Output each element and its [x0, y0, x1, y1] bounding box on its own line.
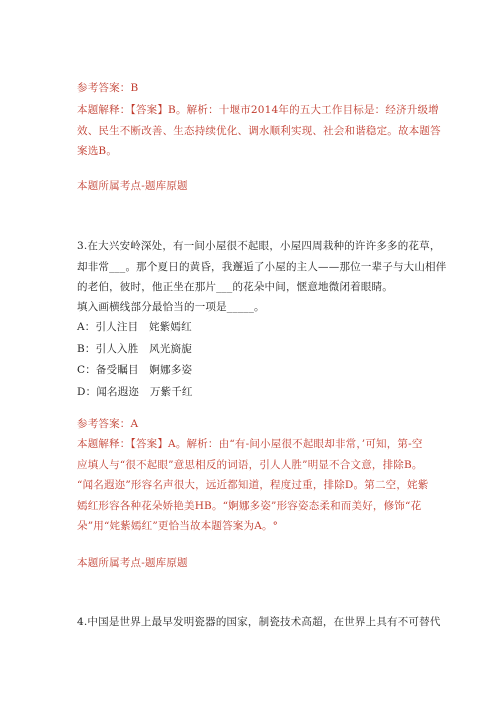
- q2-explanation-line: 本题解释：【答案】B。解析：十堰市2014年的五大工作目标是：经济升级增: [77, 104, 439, 116]
- q3-explanation-line: 朵”用“姹紫嫣红”更恰当故本题答案为A。°: [77, 520, 279, 532]
- q3-option-a: A：引人注目 姹紫嫣红: [77, 321, 192, 333]
- q3-explanation-line: 嫣红形容各种花朵娇艳美HB。“婀娜多姿”形容姿态柔和而美好，修饰“花: [77, 499, 422, 512]
- q2-source: 本题所属考点-题库原题: [77, 180, 188, 192]
- q3-explanation-line: 本题解释：【答案】A。解析：由“有-间小屋很不起眼却非常，’可知，第-空: [77, 438, 423, 450]
- q3-stem-line: 却非常___。那个夏日的黄昏，我邂逅了小屋的主人——那位一辈子与大山相伴: [77, 260, 447, 273]
- q3-explanation: [77, 434, 427, 537]
- q2-explanation-line: 效、民生不断改善、生态持续优化、调水顺利实现、社会和谐稳定。故本题答: [77, 124, 441, 137]
- q3-options: [77, 317, 427, 403]
- q3-option-b: B：引人入胜 风光旖旎: [77, 342, 192, 355]
- q3-option-d: D：闻名遐迩 万紫千红: [77, 385, 193, 398]
- q3-explanation-line: “闻名遐迩”形容名声很大，远近都知道，程度过重，排除D。第二空，姹紫: [77, 479, 429, 491]
- q3-source: 本题所属考点-题库原题: [77, 557, 188, 569]
- q2-answer: 参考答案：B: [77, 82, 139, 94]
- q3-stem-line: 的老伯，彼时，他正坐在那片___的花朵中间，惬意地微闭着眼睛。: [77, 281, 393, 293]
- q2-explanation-line: 案选B。: [77, 145, 118, 157]
- q3-answer: 参考答案：A: [77, 418, 139, 430]
- q3-stem-line: 3.在大兴安岭深处，有一间小屋很不起眼，小屋四周栽种的许许多多的花草，: [77, 240, 441, 252]
- q3-explanation-line: 应填人与“很不起眼”意思相反的词语，引人人胜”明显不合文意，排除B。: [77, 458, 423, 471]
- q3-option-c: C：备受瞩目 婀娜多姿: [77, 364, 193, 376]
- q4-stem: 4.中国是世界上最早发明瓷器的国家，制瓷技术高超，在世界上具有不可替代: [77, 616, 441, 628]
- q3-instruction: 填入画横线部分最恰当的一项是_____。: [77, 301, 265, 313]
- q2-explanation: [77, 100, 441, 162]
- q3-stem: [77, 236, 447, 298]
